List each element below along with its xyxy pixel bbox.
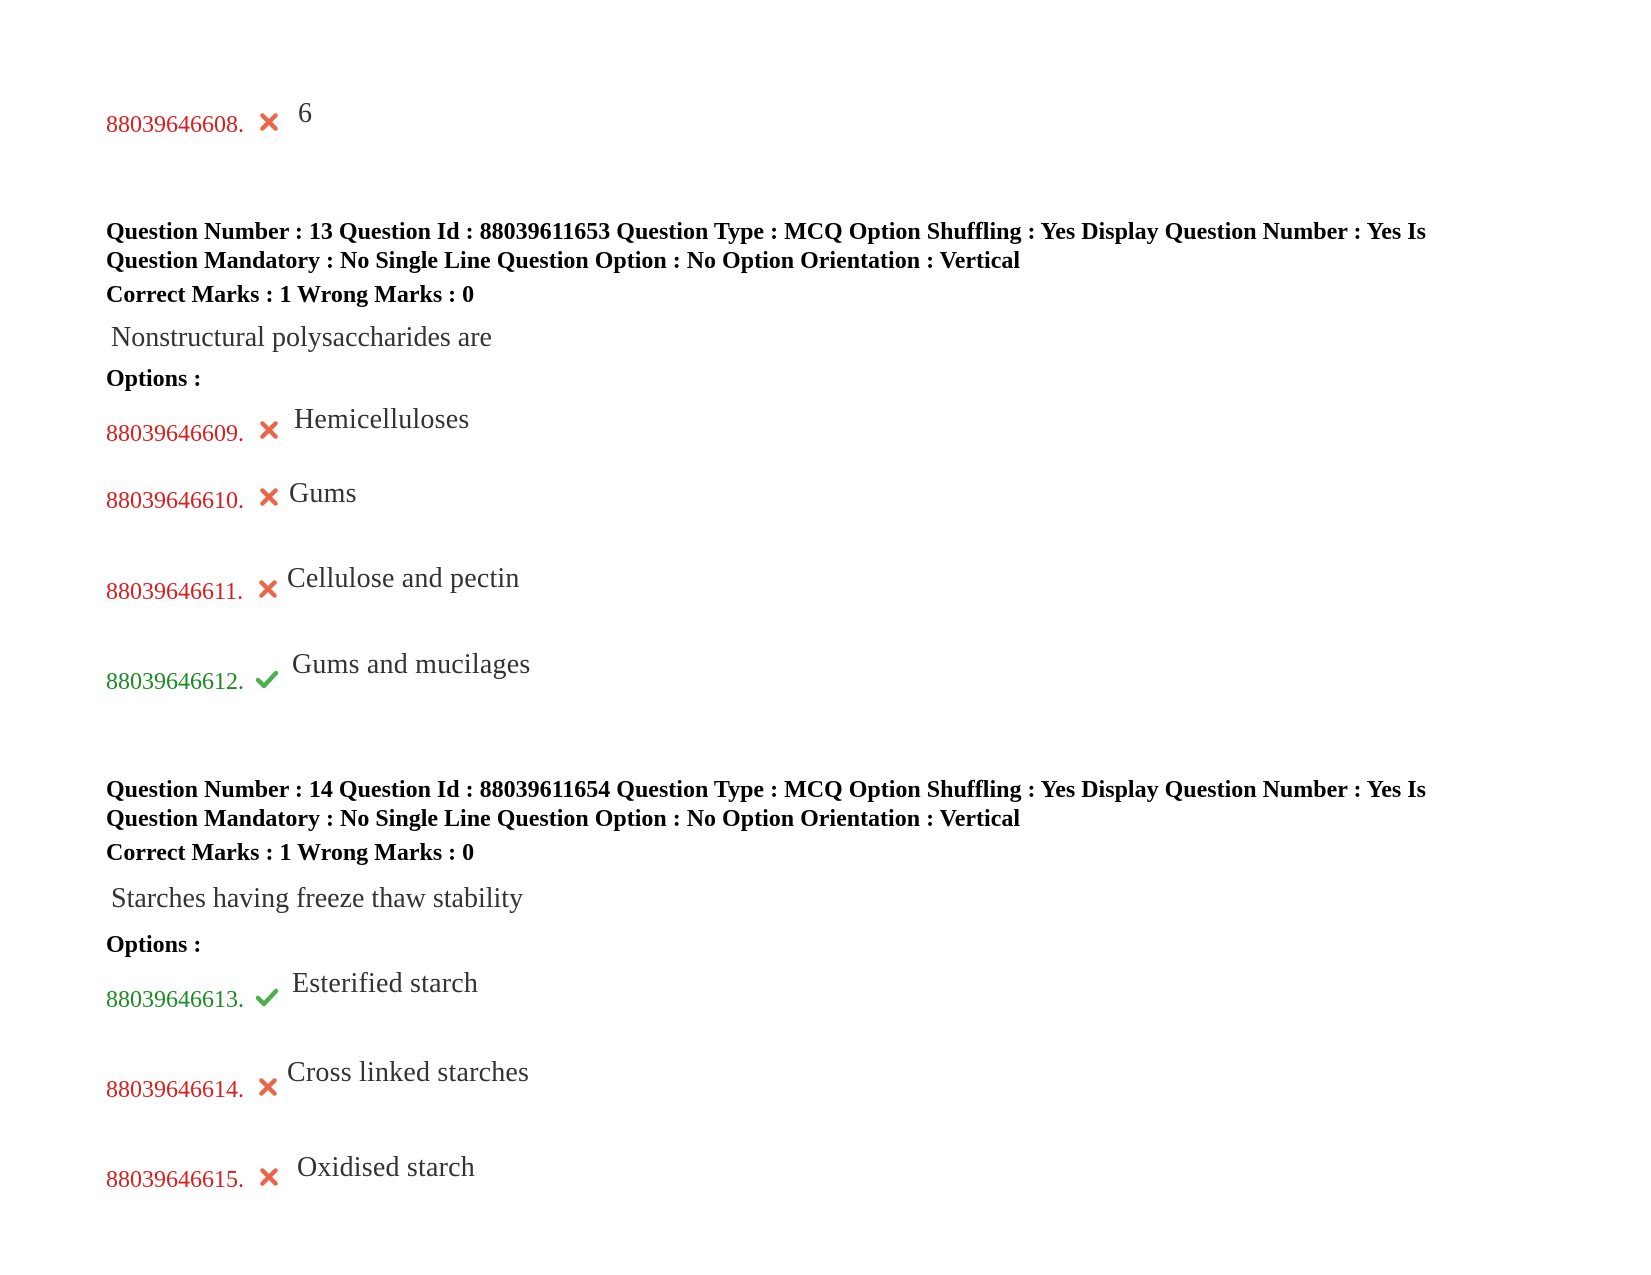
option-number: 88039646611. — [106, 579, 244, 605]
cross-icon — [258, 419, 280, 441]
check-icon — [256, 986, 278, 1008]
cross-icon — [258, 111, 280, 133]
option-text: Oxidised starch — [297, 1152, 475, 1183]
option-text: Cellulose and pectin — [287, 563, 520, 594]
option-text: 6 — [298, 98, 313, 129]
option-text: Cross linked starches — [287, 1057, 530, 1088]
option-number: 88039646609. — [106, 421, 244, 447]
question-stem: Starches having freeze thaw stability — [111, 883, 524, 914]
question-meta-line1: Question Number : 13 Question Id : 88039611653 Question Type : MCQ Option Shuffling : Yes Display Question Number : Yes Is — [106, 219, 1426, 245]
option-number: 88039646614. — [106, 1077, 244, 1103]
cross-icon — [258, 1166, 280, 1188]
question-marks: Correct Marks : 1 Wrong Marks : 0 — [106, 282, 475, 308]
options-label: Options : — [106, 932, 202, 958]
question-meta-line2: Question Mandatory : No Single Line Question Option : No Option Orientation : Vertical — [106, 248, 1021, 274]
question-stem: Nonstructural polysaccharides are — [111, 322, 492, 353]
option-text: Hemicelluloses — [294, 404, 470, 435]
option-text: Gums and mucilages — [292, 649, 531, 680]
cross-icon — [257, 578, 279, 600]
options-label: Options : — [106, 366, 202, 392]
option-number: 88039646610. — [106, 488, 244, 514]
option-number: 88039646613. — [106, 987, 244, 1013]
option-number: 88039646612. — [106, 669, 244, 695]
option-number: 88039646615. — [106, 1167, 244, 1193]
cross-icon — [258, 486, 280, 508]
check-icon — [256, 668, 278, 690]
option-text: Esterified starch — [292, 968, 479, 999]
question-marks: Correct Marks : 1 Wrong Marks : 0 — [106, 840, 475, 866]
option-text: Gums — [289, 478, 357, 509]
question-meta-line2: Question Mandatory : No Single Line Question Option : No Option Orientation : Vertical — [106, 806, 1021, 832]
question-meta-line1: Question Number : 14 Question Id : 88039611654 Question Type : MCQ Option Shuffling : Yes Display Question Number : Yes Is — [106, 777, 1426, 803]
cross-icon — [257, 1076, 279, 1098]
option-number: 88039646608. — [106, 112, 244, 138]
